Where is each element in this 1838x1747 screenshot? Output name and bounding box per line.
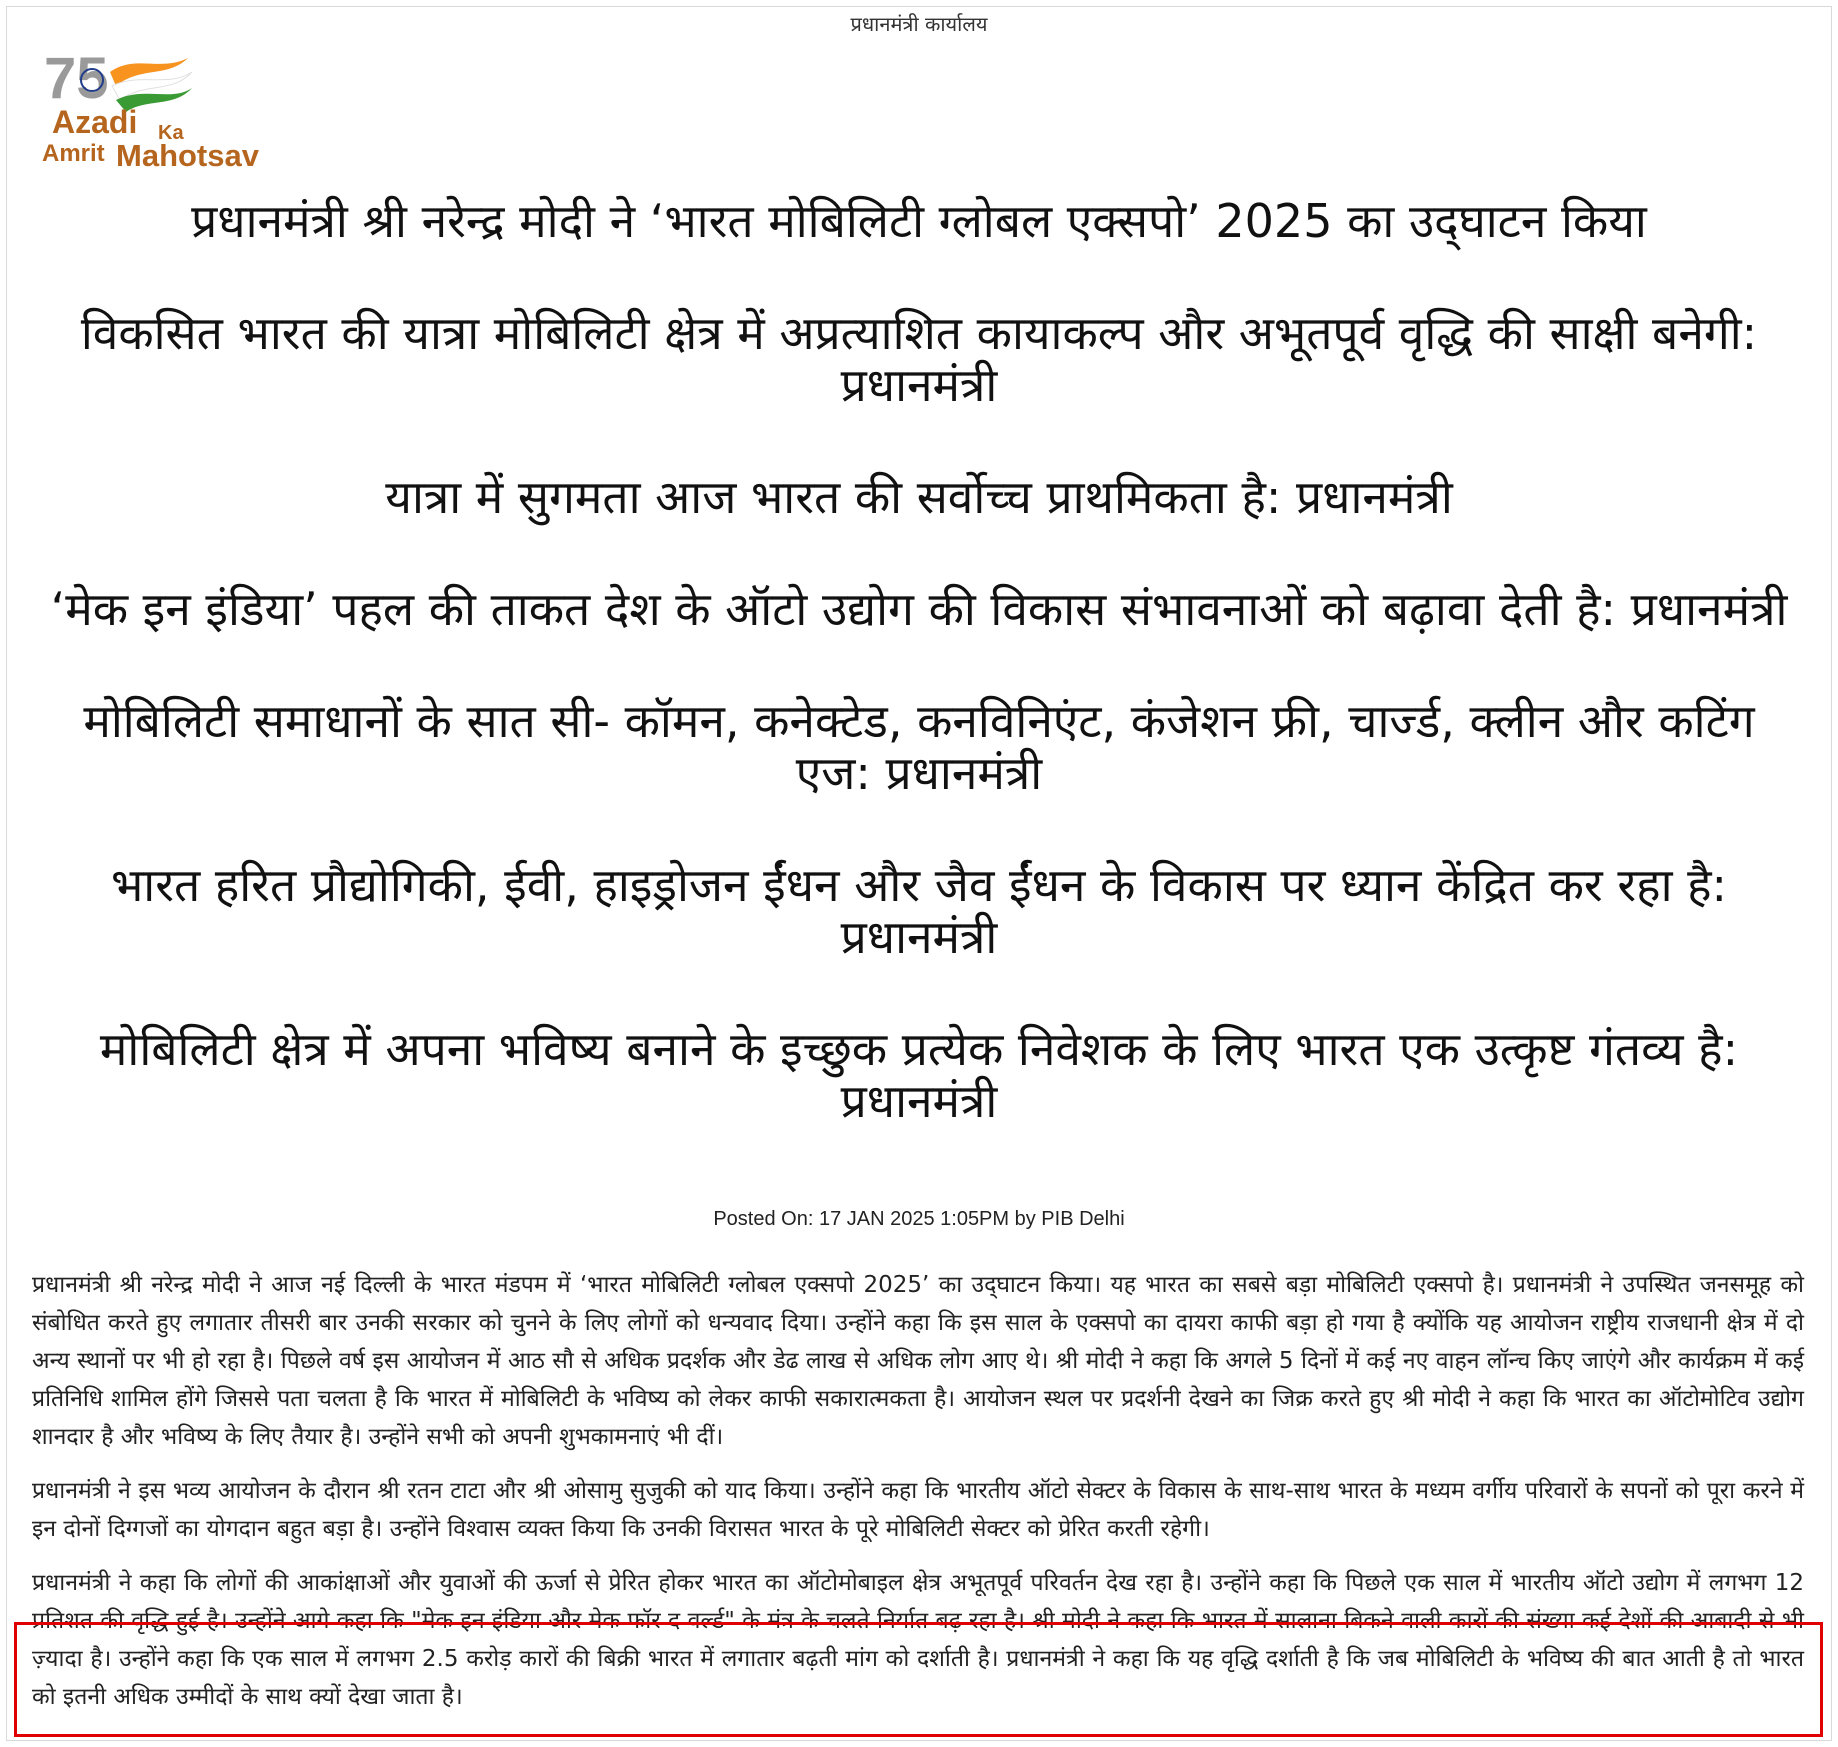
- highlight-box: [14, 1622, 1823, 1737]
- headline-sub: मोबिलिटी क्षेत्र में अपना भविष्य बनाने के इच्छुक प्रत्येक निवेशक के लिए भारत एक उत्कृष्ट गंतव्य है: प्रधानमंत्री: [99, 1022, 1739, 1128]
- article-paragraph: प्रधानमंत्री ने कहा कि लोगों की आकांक्षाओं और युवाओं की ऊर्जा से प्रेरित होकर भारत का ऑटोमोबाइल क्षेत्र अभूतपूर्व परिवर्तन देख रहा है। उन्होंने कहा कि पिछले एक साल में भारतीय ऑटो उद्योग में लगभग 12 प्रतिशत की वृद्धि हुई है। उन्होंने आगे कहा कि "मेक इन इंडिया और मेक फॉर द वर्ल्ड" के मंत्र के चलते निर्यात बढ़ रहा है। श्री मोदी ने कहा कि भारत में सालाना बिकने वाली कारों की संख्या कई देशों की आबादी से भी ज़्यादा है। उन्होंने कहा कि एक साल में लगभग 2.5 करोड़ कारों की बिक्री भारत में लगातार बढ़ती मांग को दर्शाती है। प्रधानमंत्री ने कहा कि यह वृद्धि दर्शाती है कि जब मोबिलिटी के भविष्य की बात आती है तो भारत को इतनी अधिक उम्मीदों के साथ क्यों देखा जाता है।: [32, 1570, 1804, 1710]
- headline-list: [40, 195, 1798, 1187]
- azadi-ka-amrit-mahotsav-logo: [40, 42, 280, 177]
- ministry-label: प्रधानमंत्री कार्यालय: [850, 12, 988, 36]
- headline-sub: यात्रा में सुगमता आज भारत की सर्वोच्च प्राथमिकता है: प्रधानमंत्री: [385, 470, 1453, 524]
- logo-text-ka: Ka: [158, 122, 184, 144]
- logo-number: 75: [44, 46, 109, 111]
- headline-sub: विकसित भारत की यात्रा मोबिलिटी क्षेत्र में अप्रत्याशित कायाकल्प और अभूतपूर्व वृद्धि की साक्षी बनेगी: प्रधानमंत्री: [80, 306, 1758, 412]
- headline-sub: भारत हरित प्रौद्योगिकी, ईवी, हाइड्रोजन ईंधन और जैव ईंधन के विकास पर ध्यान केंद्रित कर रहा है: प्रधानमंत्री: [110, 858, 1728, 964]
- headline-main: प्रधानमंत्री श्री नरेन्द्र मोदी ने ‘भारत मोबिलिटी ग्लोबल एक्सपो’ 2025 का उद्‌घाटन किया: [191, 194, 1647, 248]
- headline-sub: ‘मेक इन इंडिया’ पहल की ताकत देश के ऑटो उद्योग की विकास संभावनाओं को बढ़ावा देती है: प्रधानमंत्री: [50, 582, 1788, 636]
- logo-text-azadi: Azadi: [52, 104, 138, 140]
- headline-sub: मोबिलिटी समाधानों के सात सी- कॉमन, कनेक्टेड, कनविनिएंट, कंजेशन फ्री, चार्ज्ड, क्लीन और कटिंग एज: प्रधानमंत्री: [83, 694, 1755, 800]
- posted-on-line: Posted On: 17 JAN 2025 1:05PM by PIB Delhi: [713, 1208, 1125, 1230]
- article-paragraph: प्रधानमंत्री श्री नरेन्द्र मोदी ने आज नई दिल्ली के भारत मंडपम में ‘भारत मोबिलिटी ग्लोबल एक्सपो 2025’ का उद्‌घाटन किया। यह भारत का सबसे बड़ा मोबिलिटी एक्सपो है। प्रधानमंत्री ने उपस्थित जनसमूह को संबोधित करते हुए लगातार तीसरी बार उनकी सरकार को चुनने के लिए लोगों को धन्यवाद दिया। उन्होंने कहा कि इस साल के एक्सपो का दायरा काफी बड़ा हो गया है क्योंकि यह आयोजन राष्ट्रीय राजधानी क्षेत्र में दो अन्य स्थानों पर भी हो रहा है। पिछले वर्ष इस आयोजन में आठ सौ से अधिक प्रदर्शक और डेढ लाख से अधिक लोग आए थे। श्री मोदी ने कहा कि अगले 5 दिनों में कई नए वाहन लॉन्च किए जाएंगे और कार्यक्रम में कई प्रतिनिधि शामिल होंगे जिससे पता चलता है कि भारत में मोबिलिटी के भविष्य को लेकर काफी सकारात्मकता है। आयोजन स्थल पर प्रदर्शनी देखने का जिक्र करते हुए श्री मोदी ने कहा कि भारत का ऑटोमोटिव उद्योग शानदार है और भविष्य के लिए तैयार है। उन्होंने सभी को अपनी शुभकामनाएं भी दीं।: [32, 1272, 1804, 1450]
- logo-text-mahotsav: Mahotsav: [116, 138, 259, 173]
- article-paragraph: प्रधानमंत्री ने इस भव्य आयोजन के दौरान श्री रतन टाटा और श्री ओसामु सुजुकी को याद किया। उन्होंने कहा कि भारतीय ऑटो सेक्टर के विकास के साथ-साथ भारत के मध्यम वर्गीय परिवारों के सपनों को पूरा करने में इन दोनों दिग्गजों का योगदान बहुत बड़ा है। उन्होंने विश्वास व्यक्त किया कि उनकी विरासत भारत के पूरे मोबिलिटी सेक्टर को प्रेरित करती रहेगी।: [32, 1478, 1804, 1542]
- logo-text-amrit: Amrit: [42, 140, 105, 167]
